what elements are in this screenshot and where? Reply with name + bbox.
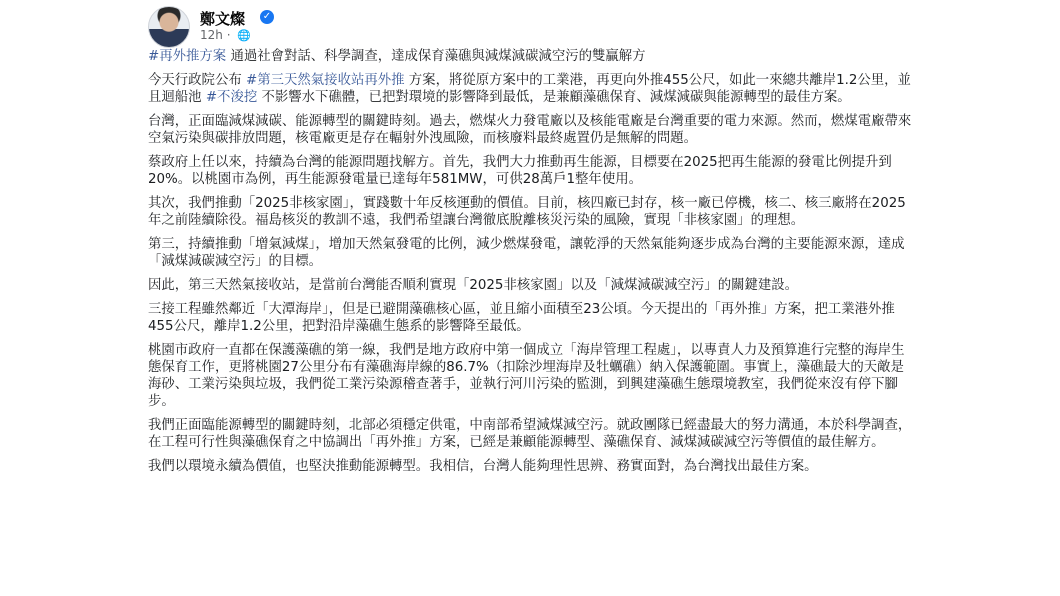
post-body — [148, 48, 913, 482]
globe-icon: 🌐 — [237, 29, 252, 42]
author-avatar[interactable] — [148, 6, 190, 48]
paragraph-text: 不影響水下礁體，已把對環境的影響降到最低，是兼顧藻礁保育、減煤減碳與能源轉型的最佳方案。 — [257, 90, 851, 105]
hashtag-link[interactable]: #再外推方案 — [148, 49, 227, 64]
paragraph-7: 三接工程雖然鄰近「大潭海岸」，但是已避開藻礁核心區，並且縮小面積至23公頃。今天提出的「再外推」方案，把工業港外推455公尺，離岸1.2公里，把對沿岸藻礁生態系的影響降至最低。 — [148, 301, 895, 334]
paragraph-1 — [148, 72, 913, 106]
paragraph-text: 今天行政院公布 — [148, 72, 246, 88]
paragraph-3: 蔡政府上任以來，持續為台灣的能源問題找解方。首先，我們大力推動再生能源，目標要在2025把再生能源的發電比例提升到20%。以桃園市為例，再生能源發電量已達每年581MW，可供28萬戶1整年使用。 — [148, 154, 892, 187]
paragraph-2: 台灣，正面臨減煤減碳、能源轉型的關鍵時刻。過去，燃煤火力發電廠以及核能電廠是台灣重要的電力來源。然而，燃煤電廠帶來空氣污染與碳排放問題，核電廠更是存在輻射外洩風險，而核廢料最終處置仍是無解的問題。 — [148, 113, 912, 146]
author-name[interactable]: 鄭文燦 — [200, 10, 246, 28]
paragraph-text: 方案，將從原方案中的工業港，再更向外推455公尺，如此一來總共離岸1.2公里，並且迴船池 — [148, 72, 911, 105]
intro-text: 通過社會對話、科學調查，達成保育藻礁與減煤減碳減空污的雙贏解方 — [226, 49, 646, 64]
post-time[interactable]: 12h — [200, 28, 223, 42]
facebook-post — [128, 0, 928, 596]
hashtag-link[interactable]: #第三天然氣接收站再外推 — [246, 72, 405, 88]
paragraph-8: 桃園市政府一直都在保護藻礁的第一線，我們是地方政府中第一個成立「海岸管理工程處」，以專責人力及預算進行完整的海岸生態保育工作，更將桃園27公里分布有藻礁海岸線的86.7%（扣除沙埋海岸及牡蠣礁）納入保護範圍。事實上，藻礁最大的天敵是海砂、工業污染與垃圾，我們從工業污染源稽查著手，並執行河川污染的監測，到興建藻礁生態環境教室，我們從來沒有停下腳步。 — [148, 342, 905, 410]
paragraph-9: 我們正面臨能源轉型的關鍵時刻，北部必須穩定供電，中南部希望減煤減空污。就政團隊已經盡最大的努力溝通，本於科學調查，在工程可行性與藻礁保育之中協調出「再外推」方案，已經是兼顧能源轉型、藻礁保育、減煤減碳減空污等價值的最佳解方。 — [148, 418, 912, 451]
paragraph-10: 我們以環境永續為價值，也堅決推動能源轉型。我相信，台灣人能夠理性思辨、務實面對，為台灣找出最佳方案。 — [148, 459, 818, 474]
hashtag-link[interactable]: #不浚挖 — [205, 90, 258, 105]
post-meta: 12h · 🌐 — [200, 28, 252, 42]
post-header — [148, 6, 748, 46]
verified-badge-icon: ✓ — [260, 10, 274, 24]
paragraph-4: 其次，我們推動「2025非核家園」，實踐數十年反核運動的價值。目前，核四廠已封存，核一廠已停機，核二、核三廠將在2025年之前陸續除役。福島核災的教訓不遠，我們希望讓台灣徹底脫離核災污染的風險，實現「非核家園」的理想。 — [148, 195, 906, 228]
paragraph-6: 因此，第三天然氣接收站，是當前台灣能否順利實現「2025非核家園」以及「減煤減碳減空污」的關鍵建設。 — [148, 277, 799, 293]
paragraph-5: 第三，持續推動「增氣減煤」，增加天然氣發電的比例，減少燃煤發電，讓乾淨的天然氣能夠逐步成為台灣的主要能源來源，達成「減煤減碳減空污」的目標。 — [148, 236, 905, 269]
post-intro — [148, 48, 913, 65]
